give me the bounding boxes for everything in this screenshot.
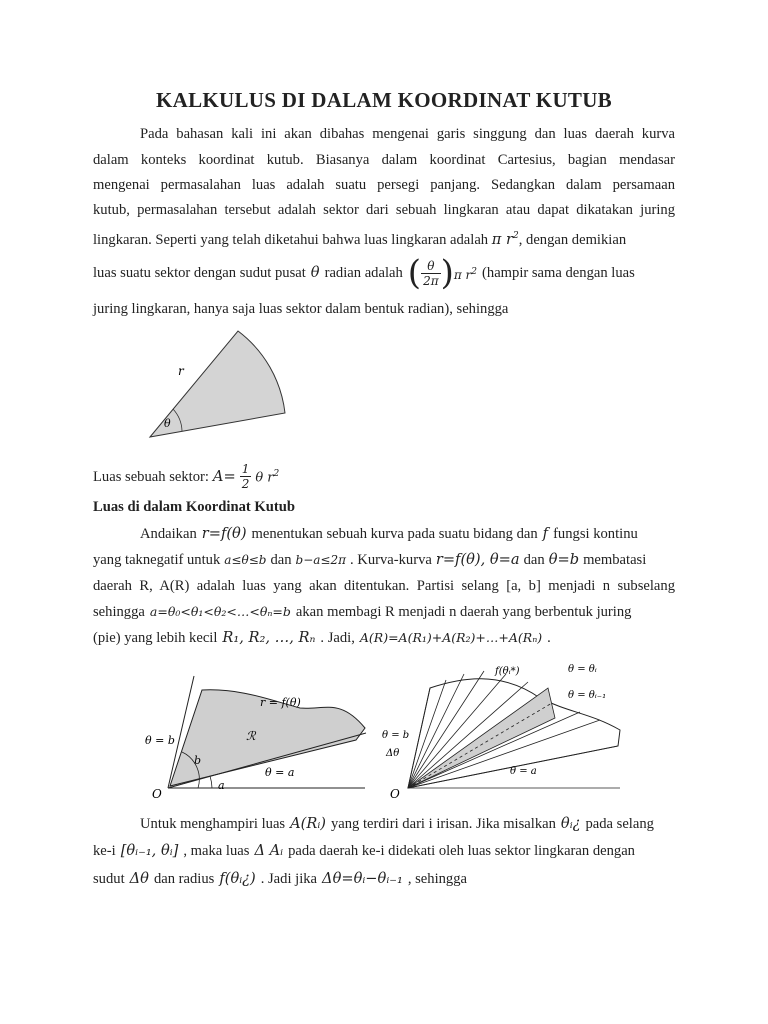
theta-a-label: θ = a bbox=[265, 766, 295, 779]
fraction-numerator: θ bbox=[421, 259, 441, 274]
paragraph-3-line-1: Untuk menghampiri luas A(Rᵢ) yang terdiri dari i irisan. Jika misalkan θᵢ¿ pada selang bbox=[140, 815, 654, 832]
sector-area-label: Luas sebuah sektor: bbox=[93, 468, 209, 485]
curve-label: r = f(θ) bbox=[260, 696, 301, 709]
theta-label: θ bbox=[164, 417, 171, 430]
theta-i-label: θ = θᵢ bbox=[568, 664, 597, 675]
page-title: KALKULUS DI DALAM KOORDINAT KUTUB bbox=[155, 88, 612, 112]
a-label: a bbox=[218, 779, 225, 792]
origin-label: O bbox=[152, 787, 162, 801]
paragraph-1-line-4: kutub, permasalahan tersebut adalah sektor dari sebuah lingkaran atau dapat dikatakan juring bbox=[93, 202, 675, 218]
sector-area-line: Luas sebuah sektor: A= $\frac{1}{2}$ θ $r^2$ bbox=[93, 462, 280, 491]
paragraph-1-line-5 bbox=[93, 226, 675, 250]
paragraph-1-line-1: Pada bahasan kali ini akan dibahas mengenai garis singgung dan luas daerah kurva bbox=[140, 126, 675, 142]
paragraph-2-line-5: (pie) yang lebih kecil R₁, R₂, …, Rₙ . Jadi, A(R)=A(R₁)+A(R₂)+…+A(Rₙ) . bbox=[93, 629, 551, 646]
origin-label: O bbox=[390, 787, 400, 801]
theta-symbol: θ bbox=[310, 264, 320, 281]
text: luas suatu sektor dengan sudut pusat bbox=[93, 265, 306, 281]
paragraph-1-line-7: juring lingkaran, hanya saja luas sektor dalam bentuk radian), sehingga bbox=[93, 301, 509, 317]
paragraph-2-line-3: daerah R, A(R) adalah luas yang akan ditentukan. Partisi selang [a, b] menjadi n subselang bbox=[93, 578, 675, 594]
fraction-denominator: 2π bbox=[423, 273, 439, 288]
paragraph-2-line-2: yang taknegatif untuk a≤θ≤b dan b−a≤2π . Kurva-kurva r=f(θ), θ=a dan θ=b membatasi bbox=[93, 551, 647, 568]
paragraph-3-line-3: sudut Δθ dan radius f(θᵢ¿) . Jadi jika Δθ=θᵢ−θᵢ₋₁ , sehingga bbox=[93, 870, 467, 887]
region-label: ℛ bbox=[246, 729, 256, 743]
paragraph-1-line-6 bbox=[93, 253, 675, 293]
theta-b-label: θ = b bbox=[382, 730, 410, 741]
b-label: b bbox=[194, 754, 202, 767]
sector-formula: ( $\frac{\theta}{2\pi}$ ) π $r^2$ bbox=[407, 253, 478, 293]
text: , dengan demikian bbox=[518, 231, 627, 248]
section-heading: Luas di dalam Koordinat Kutub bbox=[93, 499, 295, 515]
f-theta-star-label: f(θᵢ*) bbox=[495, 666, 520, 677]
radius-label: r bbox=[178, 364, 184, 378]
paragraph-3-line-2: ke-i [θᵢ₋₁, θᵢ] , maka luas Δ Aᵢ pada daerah ke-i didekati oleh luas sektor lingkaran dengan bbox=[93, 842, 635, 859]
theta-i-minus-1-label: θ = θᵢ₋₁ bbox=[568, 690, 607, 701]
theta-a-label: θ = a bbox=[510, 766, 537, 777]
delta-theta-label: Δθ bbox=[386, 748, 400, 759]
circle-area-formula: π $r^2$ bbox=[491, 230, 519, 248]
text: lingkaran. Seperti yang telah diketahui bahwa luas lingkaran adalah bbox=[93, 231, 489, 248]
text: (hampir sama dengan luas bbox=[482, 265, 635, 281]
paragraph-1-line-3: mengenai permasalahan luas adalah suatu persegi panjang. Sedangkan dalam persamaan bbox=[93, 177, 675, 193]
paragraph-2-line-4: sehingga a=θ₀<θ₁<θ₂<…<θₙ=b akan membagi R menjadi n daerah yang berbentuk juring bbox=[93, 604, 632, 620]
text: radian adalah bbox=[324, 265, 403, 281]
sector-area-lhs: A= bbox=[212, 467, 236, 485]
paragraph-2-line-1: Andaikan r=f(θ) menentukan sebuah kurva pada suatu bidang dan f fungsi kontinu bbox=[140, 525, 638, 542]
partition-figure bbox=[380, 658, 625, 803]
region-figure bbox=[140, 668, 370, 803]
paragraph-1-line-2: dalam konteks koordinat kutub. Biasanya dalam koordinat Cartesius, bagian mendasar bbox=[93, 152, 675, 168]
sector-figure bbox=[140, 325, 300, 450]
theta-b-label: θ = b bbox=[145, 734, 175, 747]
